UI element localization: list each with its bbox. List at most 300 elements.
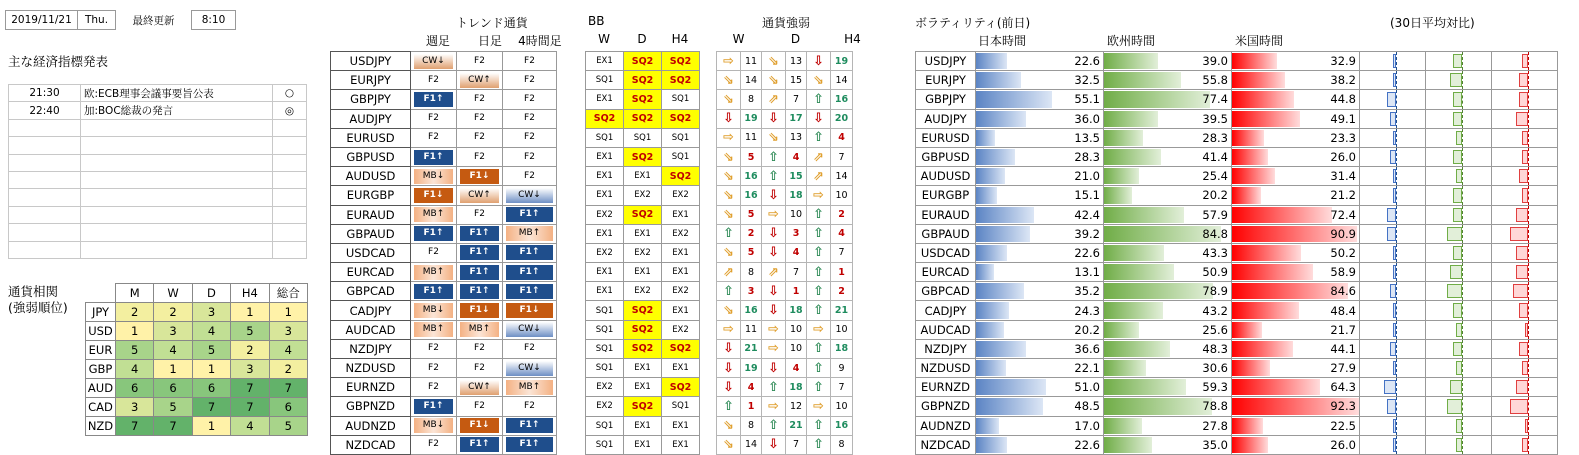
pair-name: USDCAD	[331, 243, 411, 262]
event-row	[9, 171, 307, 188]
volatility-bar-cell	[1104, 301, 1232, 320]
ratio-cell	[1426, 52, 1492, 71]
volatility-bar-cell	[976, 320, 1104, 339]
bb-cell: SQ2	[662, 109, 700, 128]
up-arrow-icon: ⇧	[717, 224, 741, 243]
event-row	[9, 102, 307, 119]
strength-value: 10	[786, 339, 807, 358]
volatility-bar-cell	[976, 397, 1104, 416]
corr-rank: 1	[192, 417, 230, 436]
volatility-bar	[976, 302, 1009, 318]
weekday: Thu.	[78, 11, 116, 30]
ratio-cell	[1360, 263, 1426, 282]
ratio-marker	[1447, 227, 1462, 241]
volatility-bar-cell	[1104, 320, 1232, 339]
ratio-marker	[1387, 92, 1396, 106]
volatility-bar-cell	[976, 359, 1104, 378]
trend-row	[331, 435, 557, 454]
up-right-arrow-icon: ⇗	[807, 147, 831, 166]
ratio-marker	[1453, 188, 1462, 202]
down-arrow-icon: ⇩	[717, 359, 741, 378]
ratio-average-line	[1528, 282, 1529, 300]
volatility-value: 38.2	[1330, 73, 1356, 88]
bb-cell: EX2	[662, 224, 700, 243]
bb-cell: SQ1	[586, 301, 624, 320]
event-row	[9, 154, 307, 171]
ratio-average-line	[1528, 206, 1529, 224]
volatility-bar	[1104, 302, 1163, 318]
down-arrow-icon: ⇩	[762, 224, 786, 243]
up-arrow-icon: ⇧	[717, 282, 741, 301]
volatility-value: 32.5	[1074, 73, 1100, 88]
down-arrow-icon: ⇩	[717, 339, 741, 358]
trend-row	[331, 397, 557, 416]
volatility-value: 57.9	[1202, 207, 1228, 222]
ratio-cell	[1492, 416, 1558, 435]
corr-rank: 6	[192, 379, 230, 398]
corr-rank: 4	[154, 341, 192, 360]
bb-header-h4: H4	[671, 32, 689, 46]
down-arrow-icon: ⇩	[807, 109, 831, 128]
strength-row	[717, 435, 853, 454]
trend-cell	[411, 52, 457, 71]
bb-cell: EX2	[662, 320, 700, 339]
ratio-cell	[1426, 109, 1492, 128]
ratio-marker	[1384, 380, 1396, 394]
pair-name: GBPUSD	[916, 147, 976, 166]
ratio-average-line	[1528, 129, 1529, 147]
volatility-row	[916, 416, 1558, 435]
volatility-bar-cell	[976, 378, 1104, 397]
volatility-bar-cell	[1104, 359, 1232, 378]
volatility-bar	[1232, 341, 1293, 357]
ratio-average-line	[1462, 90, 1463, 108]
ratio-cell	[1492, 397, 1558, 416]
trend-row	[331, 359, 557, 378]
ratio-cell	[1492, 339, 1558, 358]
corr-row	[86, 303, 308, 322]
ratio-average-line	[1462, 359, 1463, 377]
volatility-bar-cell	[1104, 224, 1232, 243]
volatility-bar	[976, 168, 1005, 184]
bb-cell: SQ2	[662, 378, 700, 397]
volatility-bar-cell	[1104, 263, 1232, 282]
right-arrow-icon: ⇨	[762, 339, 786, 358]
trend-row	[331, 109, 557, 128]
corr-row	[86, 379, 308, 398]
ratio-cell	[1492, 435, 1558, 454]
ratio-cell	[1492, 243, 1558, 262]
bb-table	[585, 51, 700, 455]
ratio-average-line	[1396, 225, 1397, 243]
bb-cell: SQ2	[624, 205, 662, 224]
volatility-value: 42.4	[1074, 207, 1100, 222]
bb-cell: EX1	[586, 282, 624, 301]
trend-row	[331, 167, 557, 186]
up-arrow-icon: ⇧	[807, 416, 831, 435]
bb-cell: EX2	[662, 186, 700, 205]
trend-badge: F1↑	[414, 150, 453, 165]
ratio-cell	[1426, 416, 1492, 435]
strength-row	[717, 397, 853, 416]
volatility-bar-cell	[1232, 90, 1360, 109]
bb-cell: SQ1	[586, 435, 624, 454]
volatility-value: 39.2	[1074, 226, 1100, 241]
trend-cell	[457, 263, 503, 282]
ratio-cell	[1492, 109, 1558, 128]
volatility-value: 31.4	[1330, 169, 1356, 184]
ratio-average-line	[1462, 282, 1463, 300]
pair-name: GBPJPY	[331, 90, 411, 109]
trend-row	[331, 282, 557, 301]
strength-row	[717, 224, 853, 243]
trend-cell	[503, 147, 557, 166]
bb-row	[586, 167, 700, 186]
volatility-bar-cell	[1104, 186, 1232, 205]
ratio-cell	[1360, 71, 1426, 90]
down-arrow-icon: ⇩	[762, 301, 786, 320]
corr-rank: 3	[192, 303, 230, 322]
volatility-row	[916, 205, 1558, 224]
bb-cell: SQ1	[586, 416, 624, 435]
pair-name: AUDUSD	[916, 167, 976, 186]
strength-value: 10	[831, 186, 853, 205]
corr-rank: 3	[231, 360, 269, 379]
up-right-arrow-icon: ⇗	[807, 167, 831, 186]
ratio-marker	[1450, 73, 1462, 87]
bb-cell: EX1	[586, 186, 624, 205]
volatility-value: 50.9	[1202, 265, 1228, 280]
corr-rank: 4	[116, 360, 154, 379]
ratio-average-line	[1462, 167, 1463, 185]
ratio-cell	[1426, 397, 1492, 416]
corr-header: W	[154, 284, 192, 303]
corr-header: M	[116, 284, 154, 303]
volatility-bar	[1232, 72, 1285, 88]
ratio-cell	[1426, 224, 1492, 243]
ratio-average-line	[1528, 263, 1529, 281]
bb-row	[586, 224, 700, 243]
volatility-value: 26.0	[1330, 437, 1356, 452]
volatility-bar-cell	[1104, 243, 1232, 262]
volatility-value: 84.6	[1330, 284, 1356, 299]
down-right-arrow-icon: ⇘	[717, 71, 741, 90]
pair-name: NZDCAD	[331, 435, 411, 454]
down-arrow-icon: ⇩	[762, 282, 786, 301]
bb-row	[586, 128, 700, 147]
trend-badge: F2	[474, 362, 485, 373]
corr-rank: 4	[231, 417, 269, 436]
volatility-bar-cell	[976, 301, 1104, 320]
strength-value: 2	[831, 205, 853, 224]
ratio-marker	[1510, 399, 1528, 413]
trend-cell	[411, 397, 457, 416]
ratio-average-line	[1396, 417, 1397, 435]
volatility-bar	[976, 264, 994, 280]
bb-cell: EX1	[624, 263, 662, 282]
trend-cell	[503, 186, 557, 205]
bb-cell: EX1	[624, 416, 662, 435]
bb-cell: EX1	[586, 263, 624, 282]
volatility-bar	[1104, 245, 1164, 261]
strength-value: 16	[741, 186, 762, 205]
bb-row	[586, 320, 700, 339]
strength-table	[716, 51, 853, 455]
pair-name: GBPCAD	[916, 282, 976, 301]
corr-rank: 7	[116, 417, 154, 436]
pair-name: USDJPY	[331, 52, 411, 71]
volatility-value: 27.9	[1330, 361, 1356, 376]
trend-badge: MB↑	[414, 322, 453, 337]
down-right-arrow-icon: ⇘	[717, 186, 741, 205]
trend-badge: F2	[524, 55, 535, 66]
volatility-bar-cell	[1104, 71, 1232, 90]
pair-name: EURNZD	[331, 378, 411, 397]
up-arrow-icon: ⇧	[807, 243, 831, 262]
event-row	[9, 137, 307, 154]
date: 2019/11/21	[6, 11, 78, 30]
trend-cell	[411, 416, 457, 435]
down-arrow-icon: ⇩	[762, 186, 786, 205]
volatility-bar-cell	[1232, 320, 1360, 339]
pair-name: CADJPY	[916, 301, 976, 320]
trend-cell	[503, 243, 557, 262]
ratio-cell	[1426, 167, 1492, 186]
trend-badge: MB↑	[414, 265, 453, 280]
volatility-bar	[1104, 53, 1158, 69]
header-bar	[5, 10, 236, 30]
event-importance: ◎	[273, 102, 307, 119]
strength-value: 14	[831, 167, 853, 186]
volatility-value: 78.9	[1202, 284, 1228, 299]
pair-name: AUDNZD	[331, 416, 411, 435]
trend-badge: F1↑	[506, 284, 553, 299]
ratio-cell	[1360, 339, 1426, 358]
trend-badge: MB↓	[414, 418, 453, 433]
strength-value: 5	[741, 205, 762, 224]
pair-name: GBPAUD	[331, 224, 411, 243]
bb-cell: EX1	[662, 359, 700, 378]
ratio-cell	[1492, 167, 1558, 186]
ratio-average-line	[1396, 52, 1397, 70]
bb-cell: EX2	[586, 397, 624, 416]
right-arrow-icon: ⇨	[807, 186, 831, 205]
volatility-row	[916, 359, 1558, 378]
ratio-average-line	[1462, 52, 1463, 70]
up-arrow-icon: ⇧	[762, 416, 786, 435]
volatility-row	[916, 224, 1558, 243]
trend-cell	[503, 224, 557, 243]
strength-value: 7	[831, 243, 853, 262]
corr-row	[86, 322, 308, 341]
trend-badge: F1↑	[506, 437, 553, 452]
corr-rank: 2	[269, 360, 307, 379]
volatility-value: 36.0	[1074, 111, 1100, 126]
strength-value: 21	[741, 339, 762, 358]
pair-name: CADJPY	[331, 301, 411, 320]
volatility-bar-cell	[976, 205, 1104, 224]
volatility-value: 43.2	[1202, 303, 1228, 318]
strength-value: 9	[831, 359, 853, 378]
trend-badge: MB↓	[414, 303, 453, 318]
trend-badge: F1↑	[460, 265, 499, 280]
ratio-average-line	[1396, 148, 1397, 166]
strength-value: 7	[786, 90, 807, 109]
ratio-marker	[1387, 399, 1396, 413]
corr-rank: 6	[269, 398, 307, 417]
event-name	[81, 119, 273, 136]
volatility-row	[916, 320, 1558, 339]
strength-value: 4	[741, 378, 762, 397]
bb-row	[586, 52, 700, 71]
trend-row	[331, 71, 557, 90]
strength-row	[717, 71, 853, 90]
trend-badge: F2	[428, 247, 439, 258]
bb-header-d: D	[637, 32, 647, 46]
ratio-cell	[1492, 128, 1558, 147]
strength-value: 21	[786, 416, 807, 435]
volatility-value: 21.0	[1074, 169, 1100, 184]
event-time	[9, 119, 81, 136]
ratio-marker	[1519, 169, 1528, 183]
volatility-bar	[976, 245, 1007, 261]
ratio-average-line	[1462, 263, 1463, 281]
ratio-cell	[1360, 320, 1426, 339]
strength-value: 16	[831, 416, 853, 435]
corr-rank: 1	[269, 303, 307, 322]
volatility-value: 59.3	[1202, 380, 1228, 395]
volatility-value: 27.8	[1202, 418, 1228, 433]
ratio-average-line	[1462, 378, 1463, 396]
bb-cell: EX1	[662, 416, 700, 435]
volatility-bar	[976, 283, 1024, 299]
volatility-row	[916, 339, 1558, 358]
volatility-value: 78.8	[1202, 399, 1228, 414]
event-name	[81, 189, 273, 206]
ratio-marker	[1516, 246, 1528, 260]
pair-name: EURGBP	[331, 186, 411, 205]
strength-value: 8	[741, 263, 762, 282]
volatility-row	[916, 435, 1558, 454]
bb-cell: SQ2	[624, 90, 662, 109]
volatility-title: ボラティリティ(前日)	[915, 16, 1031, 30]
event-name: 欧:ECB理事会議事要旨公表	[81, 85, 273, 102]
bb-cell: EX1	[662, 435, 700, 454]
ratio-average-line	[1462, 436, 1463, 454]
volatility-bar	[976, 341, 1026, 357]
trend-badge: CW↑	[460, 380, 499, 395]
trend-row	[331, 186, 557, 205]
strength-value: 12	[786, 397, 807, 416]
volatility-bar	[1232, 379, 1320, 395]
trend-cell	[411, 71, 457, 90]
ratio-cell	[1492, 186, 1558, 205]
volatility-bar	[1104, 418, 1142, 434]
corr-rank: 5	[154, 398, 192, 417]
bb-row	[586, 378, 700, 397]
bb-cell: EX1	[624, 359, 662, 378]
strength-row	[717, 205, 853, 224]
trend-cell	[503, 320, 557, 339]
ratio-marker	[1516, 380, 1528, 394]
down-arrow-icon: ⇩	[717, 109, 741, 128]
pair-name: NZDJPY	[331, 339, 411, 358]
trend-cell	[457, 186, 503, 205]
trend-cell	[503, 263, 557, 282]
strength-row	[717, 167, 853, 186]
bb-cell: SQ2	[624, 397, 662, 416]
volatility-bar-cell	[1232, 435, 1360, 454]
bb-cell: EX2	[586, 378, 624, 397]
trend-cell	[457, 224, 503, 243]
volatility-bar-cell	[976, 90, 1104, 109]
trend-cell	[457, 416, 503, 435]
bb-cell: SQ2	[624, 71, 662, 90]
strength-value: 3	[741, 282, 762, 301]
strength-value: 14	[741, 71, 762, 90]
ratio-cell	[1492, 378, 1558, 397]
ratio-cell	[1492, 263, 1558, 282]
ratio-cell	[1426, 243, 1492, 262]
trend-badge: F2	[428, 74, 439, 85]
strength-value: 11	[741, 52, 762, 71]
volatility-row	[916, 71, 1558, 90]
volatility-bar	[1104, 72, 1181, 88]
volatility-bar-cell	[976, 339, 1104, 358]
ratio-marker	[1519, 342, 1528, 356]
event-name	[81, 241, 273, 258]
trend-badge: MB↑	[506, 380, 553, 395]
volatility-row	[916, 263, 1558, 282]
ratio-cell	[1360, 224, 1426, 243]
corr-rank: 2	[116, 303, 154, 322]
ratio-marker	[1516, 265, 1528, 279]
down-right-arrow-icon: ⇘	[717, 147, 741, 166]
bb-cell: SQ1	[586, 128, 624, 147]
trend-badge: MB↑	[414, 207, 453, 222]
strength-row	[717, 243, 853, 262]
down-arrow-icon: ⇩	[762, 435, 786, 454]
down-right-arrow-icon: ⇘	[762, 52, 786, 71]
trend-cell	[503, 339, 557, 358]
event-time	[9, 137, 81, 154]
volatility-bar	[1232, 360, 1270, 376]
ratio-cell	[1426, 71, 1492, 90]
ratio-cell	[1492, 301, 1558, 320]
corr-row	[86, 341, 308, 360]
pair-name: EURAUD	[331, 205, 411, 224]
vol-header-tokyo: 日本時間	[978, 34, 1027, 48]
corr-row	[86, 417, 308, 436]
vol-header-london: 欧州時間	[1107, 34, 1156, 48]
ratio-cell	[1492, 359, 1558, 378]
event-importance	[273, 119, 307, 136]
ratio-cell	[1426, 359, 1492, 378]
volatility-value: 64.3	[1330, 380, 1356, 395]
corr-rank: 5	[231, 322, 269, 341]
trend-badge: F2	[428, 362, 439, 373]
bb-row	[586, 90, 700, 109]
strength-value: 1	[741, 397, 762, 416]
trend-badge: MB↑	[460, 322, 499, 337]
up-arrow-icon: ⇧	[807, 90, 831, 109]
trend-table	[330, 51, 557, 455]
volatility-value: 49.1	[1330, 111, 1356, 126]
down-arrow-icon: ⇩	[717, 378, 741, 397]
trend-header-daily: 日足	[477, 34, 502, 48]
ratio-average-line	[1528, 148, 1529, 166]
bb-row	[586, 243, 700, 262]
